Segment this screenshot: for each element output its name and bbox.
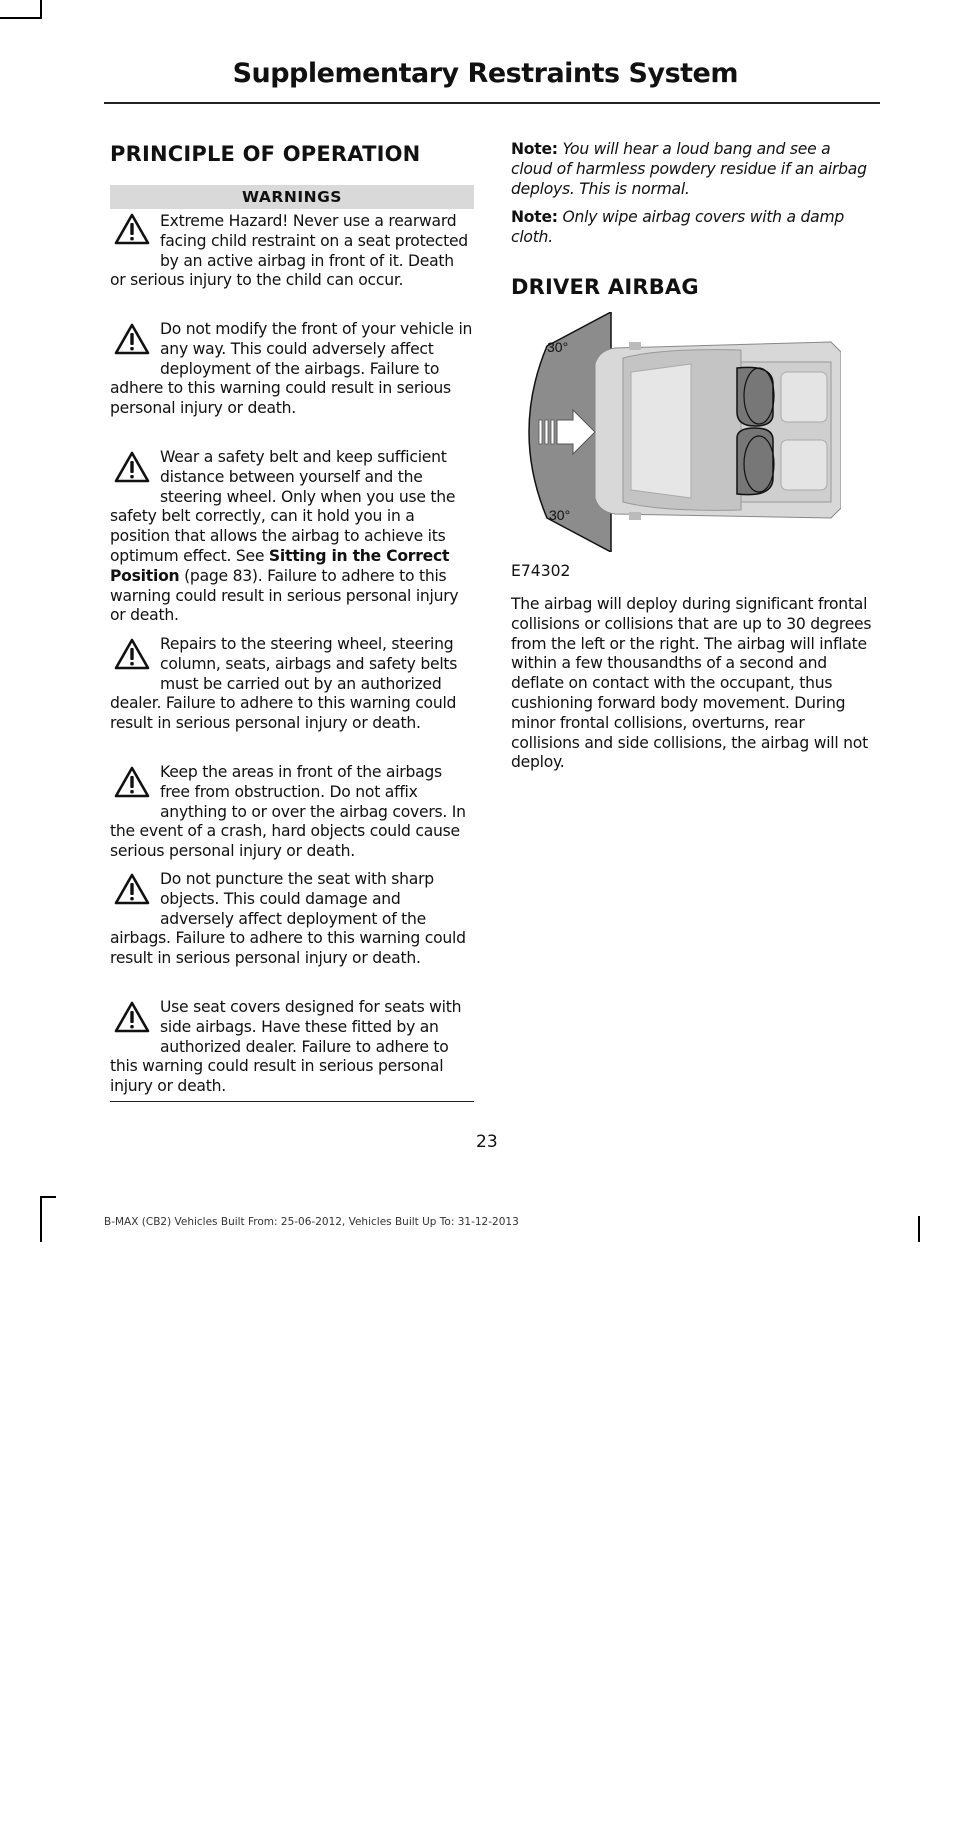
crop-mark (40, 1196, 56, 1198)
crop-mark (40, 0, 42, 18)
warning-paragraph: Do not puncture the seat with sharp objects. This could damage and adversely affect deployment of the airbags. Failure to adhere to this warning could result in serious personal injury or death. (110, 870, 474, 969)
header-divider (104, 102, 880, 104)
crop-mark (40, 1196, 42, 1242)
passenger-airbag-shape (737, 367, 773, 426)
section-heading-driver-airbag: DRIVER AIRBAG (511, 275, 699, 299)
warning-paragraph: Wear a safety belt and keep sufficient distance between yourself and the steering wheel. Only when you use the safety belt correctly, can it hold you in a position that allows the airbag to achieve its optimum effect. See Sitting in the Correct Position (page 83). Failure to adhere to this warning could result in serious personal injury or death. (110, 448, 474, 626)
figure-code: E74302 (511, 562, 570, 580)
section-heading-principle: PRINCIPLE OF OPERATION (110, 142, 420, 166)
angle-label-bottom: 30° (549, 507, 570, 523)
driver-airbag-deployment-figure (511, 312, 841, 552)
driver-airbag-shape (737, 428, 773, 495)
download-source-line (0, 0, 18, 1242)
warning-paragraph: Do not modify the front of your vehicle in any way. This could adversely affect deployment of the airbags. Failure to adhere to this warning could result in serious personal injury or death. (110, 320, 474, 419)
cross-reference-link[interactable]: Sitting in the Correct Position (110, 547, 449, 585)
crop-mark (918, 1216, 920, 1242)
warnings-end-rule (110, 1101, 474, 1102)
warning-paragraph: Use seat covers designed for seats with side airbags. Have these fitted by an authorized dealer. Failure to adhere to this warning could result in serious personal injury or death. (110, 998, 474, 1097)
footer-vehicle-info: B-MAX (CB2) Vehicles Built From: 25-06-2012, Vehicles Built Up To: 31-12-2013 (104, 1216, 519, 1228)
driver-airbag-description: The airbag will deploy during significant frontal collisions or collisions that are up to 30 degrees from the left or the right. The airbag will inflate within a few thousandths of a second and deflate on contact with the occupant, thus cushioning forward body movement. During minor frontal collisions, overturns, rear collisions and side collisions, the airbag will not deploy. (511, 595, 875, 773)
warning-paragraph: Extreme Hazard! Never use a rearward facing child restraint on a seat protected by an active airbag in front of it. Death or serious injury to the child can occur. (110, 212, 474, 291)
angle-label-top: 30° (547, 339, 568, 355)
warning-paragraph: Repairs to the steering wheel, steering column, seats, airbags and safety belts must be carried out by an authorized dealer. Failure to adhere to this warning could result in serious personal injury or death. (110, 635, 474, 734)
chapter-title: Supplementary Restraints System (233, 58, 738, 89)
note-cleaning: Note: Only wipe airbag covers with a damp cloth. (511, 208, 875, 248)
page-number: 23 (476, 1132, 498, 1152)
warnings-label: WARNINGS (110, 185, 474, 209)
warning-paragraph: Keep the areas in front of the airbags free from obstruction. Do not affix anything to or over the airbag covers. In the event of a crash, hard objects could cause serious personal injury or death. (110, 763, 474, 862)
note-deploy: Note: You will hear a loud bang and see a cloud of harmless powdery residue if an airbag deploys. This is normal. (511, 140, 875, 199)
